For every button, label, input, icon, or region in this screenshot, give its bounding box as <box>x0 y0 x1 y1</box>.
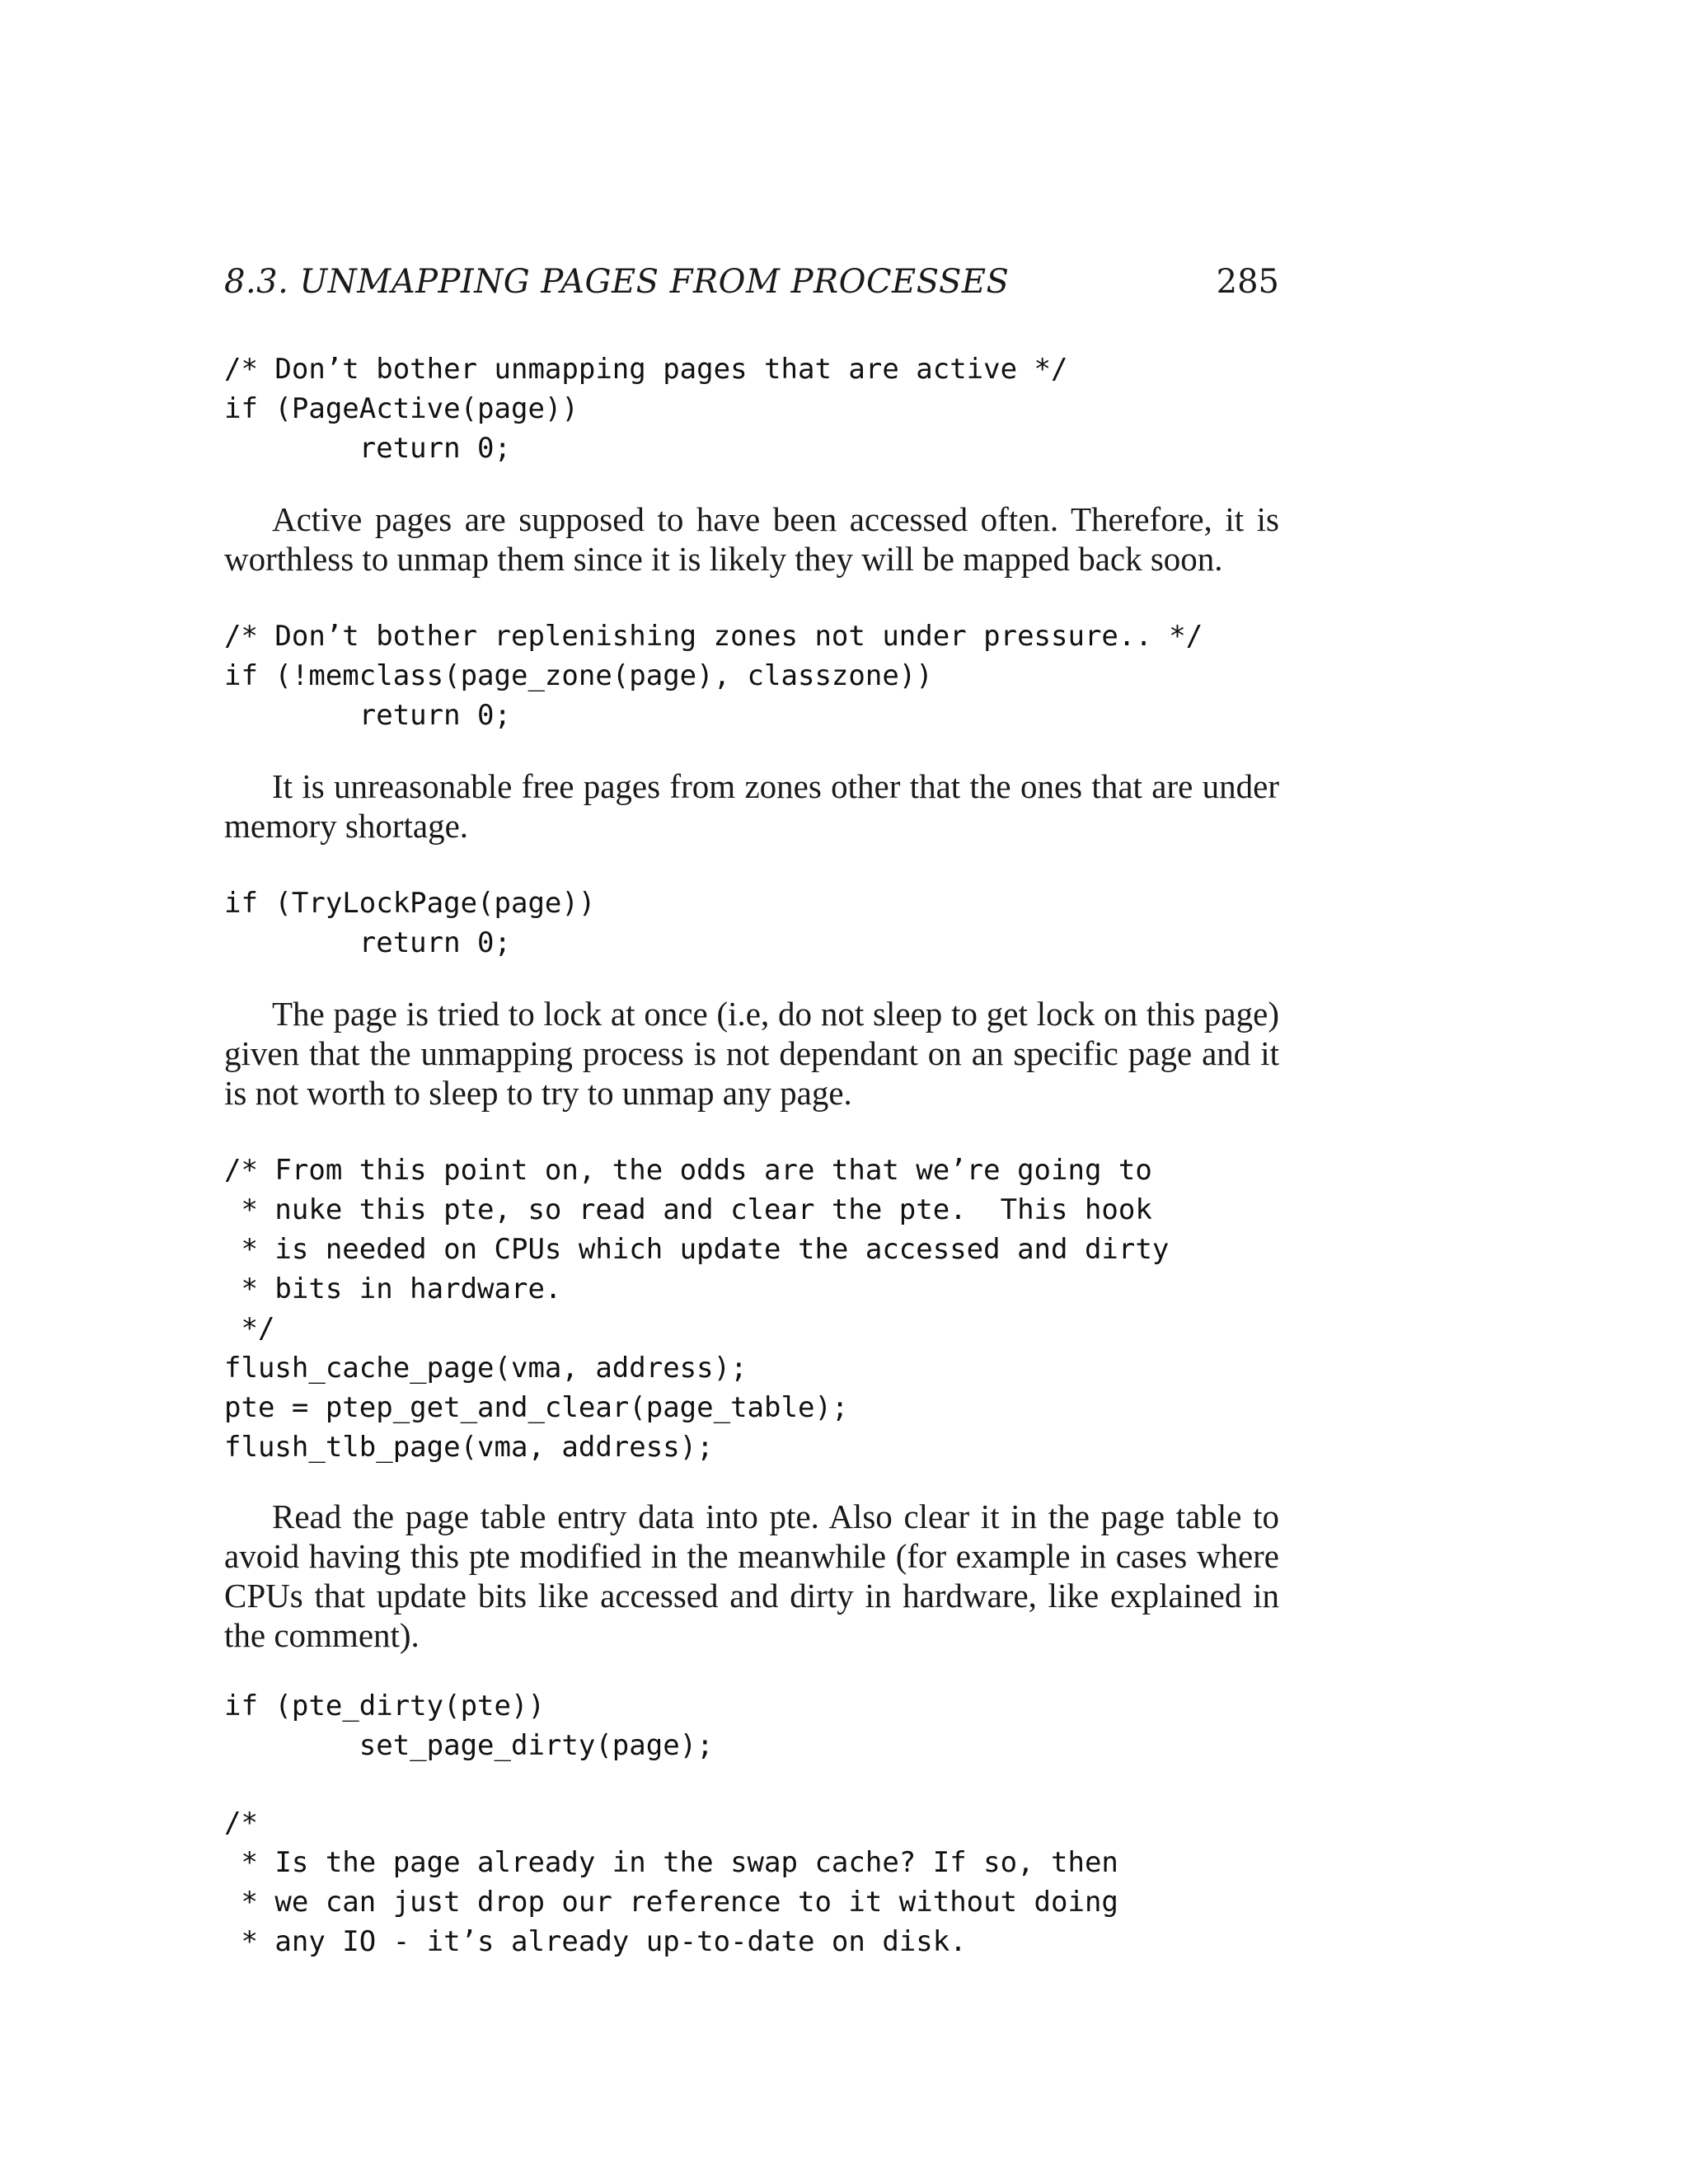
body-paragraph: It is unreasonable free pages from zones other that the ones that are under memory shortage. <box>224 767 1279 845</box>
code-listing: if (TryLockPage(page)) return 0; <box>224 887 596 959</box>
code-listing: if (pte_dirty(pte)) set_page_dirty(page); <box>224 1690 714 1762</box>
paragraph-active-pages <box>224 499 1279 579</box>
body-paragraph: The page is tried to lock at once (i.e, do not sleep to get lock on this page) given that the unmapping process is not dependant on an specific page and it is not worth to sleep to try to unmap any page. <box>224 995 1279 1112</box>
code-block-page-active-check <box>224 349 1279 468</box>
code-listing: /* Don’t bother replenishing zones not under pressure.. */ if (!memclass(page_zone(page), classzone)) return 0; <box>224 620 1203 732</box>
running-header <box>224 257 1279 307</box>
code-block-zone-pressure-check <box>224 616 1279 735</box>
code-listing: /* * Is the page already in the swap cache? If so, then * we can just drop our reference to it without doing * any IO - it’s already up-to-date on disk. <box>224 1807 1118 1958</box>
paragraph-lock-at-once <box>224 994 1279 1113</box>
paragraph-memory-shortage <box>224 766 1279 846</box>
page-number: 285 <box>1216 263 1279 301</box>
paragraph-read-pte <box>224 1497 1279 1655</box>
code-block-swap-cache-comment <box>224 1803 1279 1961</box>
code-listing: /* From this point on, the odds are that we’re going to * nuke this pte, so read and clear the pte. This hook * is needed on CPUs which update the accessed and dirty * bits in hardware. */ flush_cache_page(vma, address); pte = ptep_get_and_clear(page_table); flush_tlb_page(vma, address); <box>224 1154 1170 1464</box>
body-paragraph: Read the page table entry data into pte. Also clear it in the page table to avoid having this pte modified in the meanwhile (for example in cases where CPUs that update bits like accessed and dirty in hardware, like explained in the comment). <box>224 1497 1279 1654</box>
code-block-clear-pte <box>224 1151 1279 1467</box>
code-block-try-lock-page <box>224 883 1279 963</box>
code-listing: /* Don’t bother unmapping pages that are active */ if (PageActive(page)) return 0; <box>224 353 1068 465</box>
code-block-pte-dirty <box>224 1686 1279 1765</box>
section-title: 8.3. UNMAPPING PAGES FROM PROCESSES <box>224 263 1010 301</box>
body-paragraph: Active pages are supposed to have been accessed often. Therefore, it is worthless to unmap them since it is likely they will be mapped back soon. <box>224 500 1279 578</box>
